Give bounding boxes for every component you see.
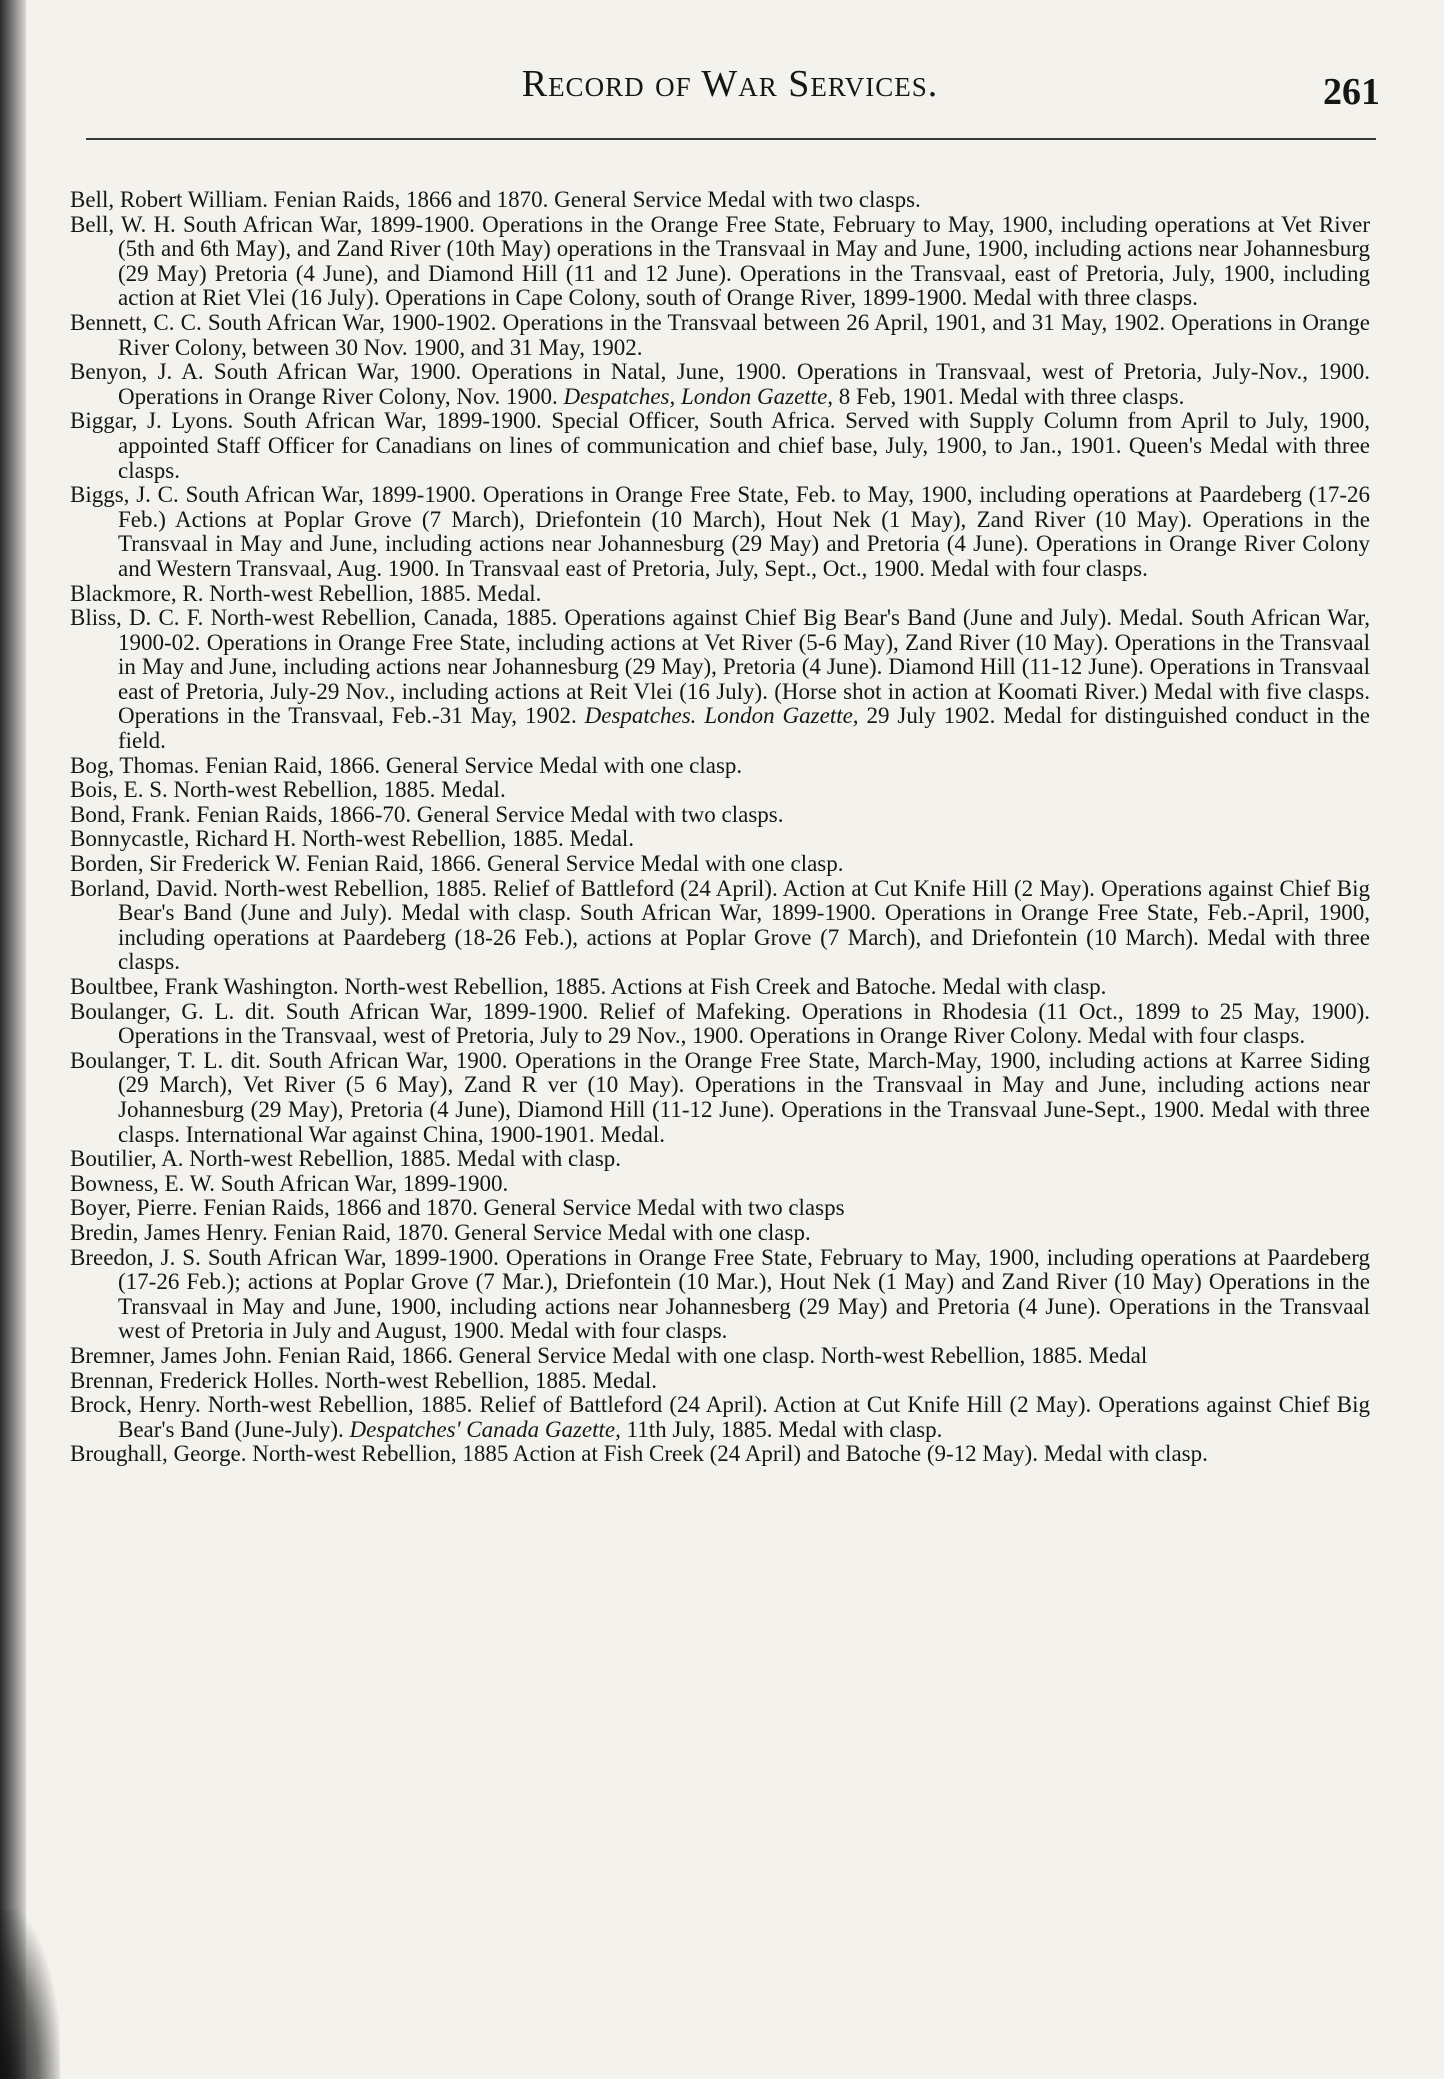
entry	[70, 311, 1370, 360]
entry	[70, 1393, 1370, 1442]
entry-detail: Fenian Raid, 1870. General Service Medal with one clasp.	[273, 1219, 811, 1245]
entry-detail: Fenian Raids, 1866 and 1870. General Service Medal with two clasps	[203, 1195, 845, 1221]
entry	[70, 1369, 1370, 1394]
entry-detail: North-west Rebellion, Canada, 1885. Operations against Chief Big Bear's Band (June and July). Medal. South African War, 1900-02. Operations in Orange Free State, including actions at Vet River (5-6 May), Zand River (10 May). Operations in the Transvaal in May and June, including actions near Johannesburg (29 May), Pretoria (4 June). Diamond Hill (11-12 June). Operations in Transvaal east of Pretoria, July-29 Nov., including actions at Reit Vlei (16 July). (Horse shot in action at Koomati River.) Medal with five clasps. Operations in the Transvaal, Feb.-31 May, 1902. Despatches. London Gazette, 29 July 1902. Medal for distinguished conduct in the field.	[118, 605, 1370, 754]
entry-detail: South African War, 1900. Operations in the Orange Free State, March-May, 1900, including actions at Karree Siding (29 March), Vet River (5 6 May), Zand R ver (10 May). Operations in the Transvaal in May and June, including actions near Johannesburg (29 May), Pretoria (4 June), Diamond Hill (11-12 June). Operations in the Transvaal June-Sept., 1900. Medal with three clasps. International War against China, 1900-1901. Medal.	[118, 1047, 1370, 1147]
entry-name: Bond, Frank.	[70, 801, 191, 827]
entry-detail: South African War, 1899-1900. Special Officer, South Africa. Served with Supply Column from April to July, 1900, appointed Staff Officer for Canadians on lines of communication and chief base, July, 1900, to Jan., 1901. Queen's Medal with three clasps.	[118, 408, 1370, 483]
entry-name: Brock, Henry.	[70, 1392, 201, 1418]
entry-name: Bois, E. S.	[70, 777, 168, 803]
entry-citation: Despatches. London Gazette,	[584, 703, 859, 729]
entry	[70, 1246, 1370, 1344]
entry-name: Benyon, J. A.	[70, 359, 204, 385]
entry-name: Broughall, George.	[70, 1441, 247, 1467]
entry-detail: North-west Rebellion, 1885. Actions at Fish Creek and Batoche. Medal with clasp.	[344, 974, 1107, 999]
page-number: 261	[1323, 71, 1380, 113]
entry	[70, 1221, 1370, 1246]
entry-name: Borland, David.	[70, 875, 218, 901]
entry-detail: South African War, 1900-1902. Operations in the Transvaal between 26 April, 1901, and 31 May, 1902. Operations in Orange River Colony, between 30 Nov. 1900, and 31 May, 1902.	[118, 309, 1370, 360]
entry-name: Bowness, E. W.	[70, 1170, 216, 1196]
entry-detail: Fenian Raid, 1866. General Service Medal with one clasp.	[306, 851, 844, 877]
entry-detail: South African War, 1899-1900.	[220, 1170, 509, 1196]
entry-detail: South African War, 1899-1900. Relief of Mafeking. Operations in Rhodesia (11 Oct., 1899 to 25 May, 1900). Operations in the Transvaal, west of Pretoria, July to 29 Nov., 1900. Operations in Orange River Colony. Medal with four clasps.	[118, 998, 1370, 1049]
entry-citation: Despatches' Canada Gazette,	[349, 1416, 621, 1442]
entry	[70, 1442, 1370, 1467]
entry	[70, 975, 1370, 1000]
entry-name: Bennett, C. C.	[70, 309, 202, 335]
entry-detail: Fenian Raid, 1866. General Service Medal with one clasp.	[205, 752, 743, 778]
entry-name: Breedon, J. S.	[70, 1244, 201, 1270]
entry-detail: North-west Rebellion, 1885. Medal.	[324, 1367, 658, 1393]
entry-name: Bremner, James John.	[70, 1342, 273, 1368]
entry-name: Bell, W. H.	[70, 211, 176, 237]
entry-name: Brennan, Frederick Holles.	[70, 1367, 320, 1393]
entry	[70, 213, 1370, 311]
entry-name: Boulanger, G. L. dit.	[70, 998, 276, 1024]
entry-name: Bog, Thomas.	[70, 752, 200, 778]
entry-detail: North-west Rebellion, 1885. Relief of Battleford (24 April). Action at Cut Knife Hill (2 May). Operations against Chief Big Bear's Band (June-July). Despatches' Canada Gazette, 11th July, 1885. Medal with clasp.	[118, 1392, 1370, 1442]
running-head: Record of War Services.	[521, 63, 939, 105]
entry-detail: South African War, 1900. Operations in Natal, June, 1900. Operations in Transvaal, west of Pretoria, July-Nov., 1900. Operations in Orange River Colony, Nov. 1900. Despatches, London Gazette, 8 Feb, 1901. Medal with three clasps.	[118, 359, 1371, 409]
entry	[70, 483, 1370, 581]
entry	[70, 1344, 1370, 1369]
entry-name: Bell, Robert William.	[70, 187, 268, 212]
entry-name: Bredin, James Henry.	[70, 1219, 268, 1245]
entry	[70, 409, 1370, 483]
entry-detail: South African War, 1899-1900. Operations in Orange Free State, Feb. to May, 1900, including operations at Paardeberg (17-26 Feb.) Actions at Poplar Grove (7 March), Driefontein (10 March), Hout Nek (1 May), Zand River (10 May). Operations in the Transvaal in May and June, including actions near Johannesburg (29 May) and Pretoria (4 June). Operations in Orange River Colony and Western Transvaal, Aug. 1900. In Transvaal east of Pretoria, July, Sept., Oct., 1900. Medal with four clasps.	[118, 482, 1370, 581]
entry-detail: Fenian Raids, 1866-70. General Service Medal with two clasps.	[196, 801, 784, 827]
gutter-shadow	[0, 1909, 60, 2079]
entry	[70, 606, 1370, 754]
entry-name: Boyer, Pierre.	[70, 1195, 198, 1221]
entry	[70, 1000, 1370, 1049]
entry-detail: Fenian Raids, 1866 and 1870. General Service Medal with two clasps.	[273, 187, 921, 212]
entry-citation: Despatches, London Gazette,	[563, 383, 834, 409]
entry-detail: North-west Rebellion, 1885. Medal.	[209, 580, 542, 606]
entry	[70, 1196, 1370, 1221]
entry-detail: Fenian Raid, 1866. General Service Medal with one clasp. North-west Rebellion, 1885. Medal	[277, 1342, 1148, 1368]
entry-detail: South African War, 1899-1900. Operations in Orange Free State, February to May, 1900, including operations at Paardeberg (17-26 Feb.); actions at Poplar Grove (7 Mar.), Driefontein (10 Mar.), Hout Nek (1 May) and Zand River (10 May) Operations in the Transvaal in May and June, 1900, including actions near Johannesberg (29 May) and Pretoria (4 June). Operations in the Transvaal west of Pretoria in July and August, 1900. Medal with four clasps.	[118, 1244, 1370, 1344]
entry-detail: North-west Rebellion, 1885. Medal.	[301, 826, 635, 852]
entry	[70, 360, 1370, 409]
entry-name: Bonnycastle, Richard H.	[70, 826, 297, 852]
entry-detail: North-west Rebellion, 1885. Relief of Battleford (24 April). Action at Cut Knife Hill (2 May). Operations against Chief Big Bear's Band (June and July). Medal with clasp. South African War, 1899-1900. Operations in Orange Free State, Feb.-April, 1900, including operations at Paardeberg (18-26 Feb.), actions at Poplar Grove (7 March), and Driefontein (10 March). Medal with three clasps.	[118, 875, 1370, 975]
entries-list	[70, 188, 1370, 1467]
entry	[70, 803, 1370, 828]
entry-detail: North-west Rebellion, 1885. Medal.	[173, 777, 506, 803]
entry	[70, 188, 1370, 213]
entry-name: Blackmore, R.	[70, 580, 204, 606]
entry-name: Boulanger, T. L. dit.	[70, 1047, 261, 1073]
entry	[70, 754, 1370, 779]
entry	[70, 852, 1370, 877]
entry	[70, 1147, 1370, 1172]
entry-name: Boutilier, A.	[70, 1146, 184, 1172]
entry	[70, 582, 1370, 607]
entry-name: Biggs, J. C.	[70, 482, 179, 508]
entry-detail: South African War, 1899-1900. Operations in the Orange Free State, February to May, 1900, including operations at Vet River (5th and 6th May), and Zand River (10th May) operations in the Transvaal in May and June, 1900, including actions near Johannesburg (29 May) Pretoria (4 June), and Diamond Hill (11 and 12 June). Operations in the Transvaal, east of Pretoria, July, 1900, including action at Riet Vlei (16 July). Operations in Cape Colony, south of Orange River, 1899-1900. Medal with three clasps.	[118, 211, 1371, 311]
entry	[70, 827, 1370, 852]
entry	[70, 778, 1370, 803]
entry-name: Boultbee, Frank Washington.	[70, 974, 339, 999]
entry	[70, 1049, 1370, 1147]
entry-name: Biggar, J. Lyons.	[70, 408, 234, 434]
entry-detail: North-west Rebellion, 1885. Medal with clasp.	[189, 1146, 622, 1172]
entry-name: Borden, Sir Frederick W.	[70, 851, 301, 877]
header-rule	[86, 138, 1376, 140]
entry-name: Bliss, D. C. F.	[70, 605, 204, 631]
entry	[70, 1172, 1370, 1197]
entry-detail: North-west Rebellion, 1885 Action at Fish Creek (24 April) and Batoche (9-12 May). Medal with clasp.	[252, 1441, 1208, 1467]
entry	[70, 877, 1370, 975]
book-gutter	[0, 0, 26, 2079]
